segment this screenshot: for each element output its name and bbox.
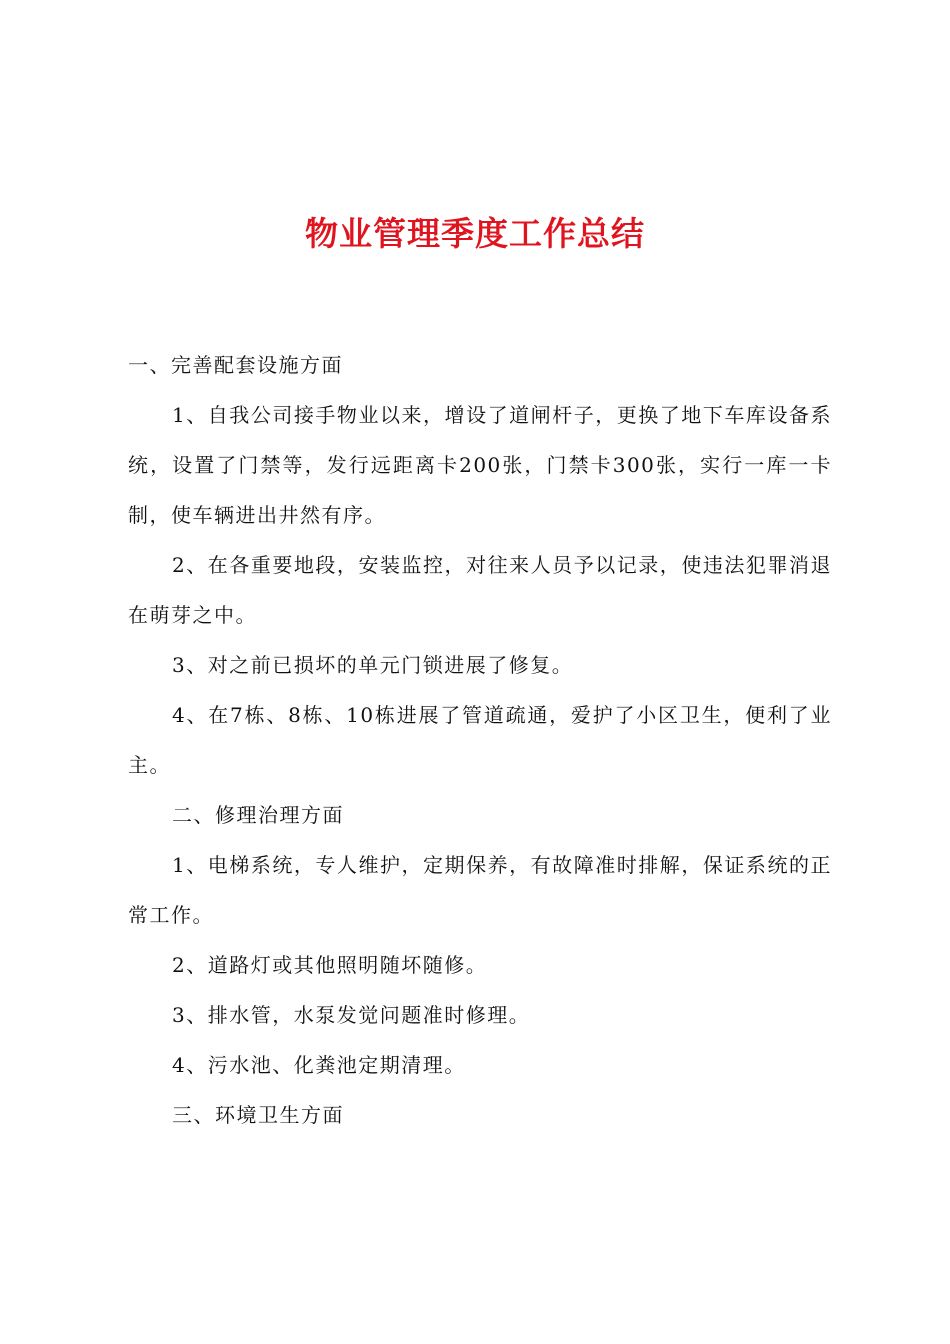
paragraph: 4、污水池、化粪池定期清理。 xyxy=(172,1053,466,1077)
paragraph: 2、在各重要地段，安装监控，对往来人员予以记录，使违法犯罪消退在萌芽之中。 xyxy=(128,553,832,627)
paragraph: 3、排水管，水泵发觉问题准时修理。 xyxy=(172,1003,531,1027)
paragraph: 4、在7栋、8栋、10栋进展了管道疏通，爱护了小区卫生，便利了业主。 xyxy=(128,703,832,777)
paragraph: 3、对之前已损坏的单元门锁进展了修复。 xyxy=(172,653,574,677)
section-heading-2: 二、修理治理方面 xyxy=(172,803,344,827)
paragraph: 1、电梯系统，专人维护，定期保养，有故障准时排解，保证系统的正常工作。 xyxy=(128,853,832,927)
paragraph: 2、道路灯或其他照明随坏随修。 xyxy=(172,953,488,977)
section-heading-1: 一、完善配套设施方面 xyxy=(128,353,343,377)
document-body xyxy=(128,340,832,1140)
document-title: 物业管理季度工作总结 xyxy=(305,214,645,253)
section-heading-3: 三、环境卫生方面 xyxy=(172,1103,344,1127)
paragraph: 1、自我公司接手物业以来，增设了道闸杆子，更换了地下车库设备系统，设置了门禁等，发行远距离卡200张，门禁卡300张，实行一库一卡制，使车辆进出井然有序。 xyxy=(128,403,832,527)
